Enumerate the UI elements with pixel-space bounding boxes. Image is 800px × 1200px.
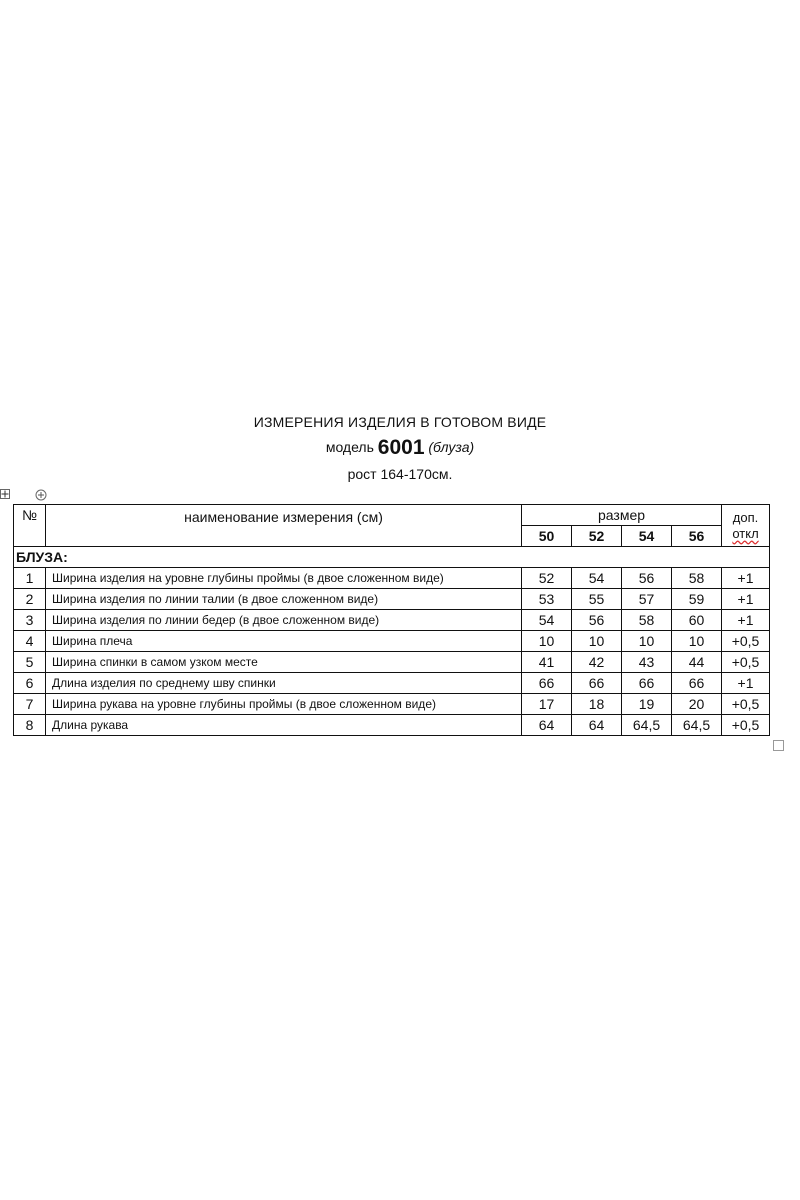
model-line	[0, 436, 800, 460]
measurement-value: 53	[522, 589, 572, 610]
header-number: №	[14, 505, 46, 547]
table-row	[14, 631, 770, 652]
measurement-value: 19	[622, 694, 672, 715]
measurement-value: 10	[572, 631, 622, 652]
height-line: рост 164-170см.	[347, 466, 453, 482]
end-of-cell-mark-icon	[773, 740, 784, 751]
measurement-value: 41	[522, 652, 572, 673]
measurement-value: 54	[572, 568, 622, 589]
measurement-name: Ширина спинки в самом узком месте	[46, 652, 522, 673]
measurement-value: 66	[622, 673, 672, 694]
move-handle-icon[interactable]	[0, 489, 10, 499]
model-note: (блуза)	[428, 439, 475, 455]
measurement-name: Длина рукава	[46, 715, 522, 736]
measurement-value: 44	[672, 652, 722, 673]
measurement-value: 56	[572, 610, 622, 631]
measurement-name: Длина изделия по среднему шву спинки	[46, 673, 522, 694]
tolerance-value: +0,5	[722, 694, 770, 715]
measurement-value: 66	[572, 673, 622, 694]
size-54: 54	[622, 526, 672, 547]
measurement-value: 17	[522, 694, 572, 715]
header-tolerance	[722, 505, 770, 547]
section-row	[14, 547, 770, 568]
tolerance-value: +1	[722, 610, 770, 631]
table-row	[14, 589, 770, 610]
measurement-value: 64	[572, 715, 622, 736]
measurement-value: 10	[622, 631, 672, 652]
measurement-value: 58	[672, 568, 722, 589]
measurement-value: 52	[522, 568, 572, 589]
add-column-icon[interactable]	[35, 489, 47, 501]
measurement-name: Ширина изделия на уровне глубины проймы (в двое сложенном виде)	[46, 568, 522, 589]
measurement-value: 10	[672, 631, 722, 652]
size-52: 52	[572, 526, 622, 547]
measurement-value: 43	[622, 652, 672, 673]
measurement-value: 58	[622, 610, 672, 631]
measurement-value: 54	[522, 610, 572, 631]
measurement-value: 59	[672, 589, 722, 610]
row-number: 8	[14, 715, 46, 736]
measurement-name: Ширина изделия по линии бедер (в двое сложенном виде)	[46, 610, 522, 631]
table-row	[14, 694, 770, 715]
tolerance-value: +1	[722, 673, 770, 694]
model-number: 6001	[377, 436, 425, 459]
measurement-value: 66	[522, 673, 572, 694]
row-number: 7	[14, 694, 46, 715]
table-row	[14, 610, 770, 631]
size-50: 50	[522, 526, 572, 547]
tolerance-value: +1	[722, 568, 770, 589]
size-56: 56	[672, 526, 722, 547]
measurement-table	[13, 504, 770, 736]
tolerance-value: +1	[722, 589, 770, 610]
table-row	[14, 568, 770, 589]
table-row	[14, 715, 770, 736]
measurement-value: 55	[572, 589, 622, 610]
table-header-row	[14, 505, 770, 526]
header-name: наименование измерения (см)	[46, 505, 522, 547]
measurement-name: Ширина плеча	[46, 631, 522, 652]
header-tolerance-line2: откл	[732, 525, 759, 541]
table-row	[14, 652, 770, 673]
measurement-value: 64,5	[622, 715, 672, 736]
row-number: 5	[14, 652, 46, 673]
row-number: 2	[14, 589, 46, 610]
row-number: 1	[14, 568, 46, 589]
measurement-value: 18	[572, 694, 622, 715]
document-title: ИЗМЕРЕНИЯ ИЗДЕЛИЯ В ГОТОВОМ ВИДЕ	[253, 414, 547, 430]
measurement-value: 57	[622, 589, 672, 610]
header-size: размер	[522, 505, 722, 526]
row-number: 3	[14, 610, 46, 631]
tolerance-value: +0,5	[722, 715, 770, 736]
model-prefix: модель	[325, 439, 374, 455]
measurement-name: Ширина изделия по линии талии (в двое сложенном виде)	[46, 589, 522, 610]
measurement-value: 64,5	[672, 715, 722, 736]
table-row	[14, 673, 770, 694]
row-number: 6	[14, 673, 46, 694]
measurement-value: 20	[672, 694, 722, 715]
row-number: 4	[14, 631, 46, 652]
measurement-value: 66	[672, 673, 722, 694]
measurement-value: 42	[572, 652, 622, 673]
measurement-name: Ширина рукава на уровне глубины проймы (в двое сложенном виде)	[46, 694, 522, 715]
tolerance-value: +0,5	[722, 631, 770, 652]
measurement-value: 56	[622, 568, 672, 589]
section-label: БЛУЗА:	[14, 547, 770, 568]
measurement-value: 10	[522, 631, 572, 652]
measurement-value: 60	[672, 610, 722, 631]
header-tolerance-line1: доп.	[732, 509, 759, 525]
tolerance-value: +0,5	[722, 652, 770, 673]
measurement-value: 64	[522, 715, 572, 736]
